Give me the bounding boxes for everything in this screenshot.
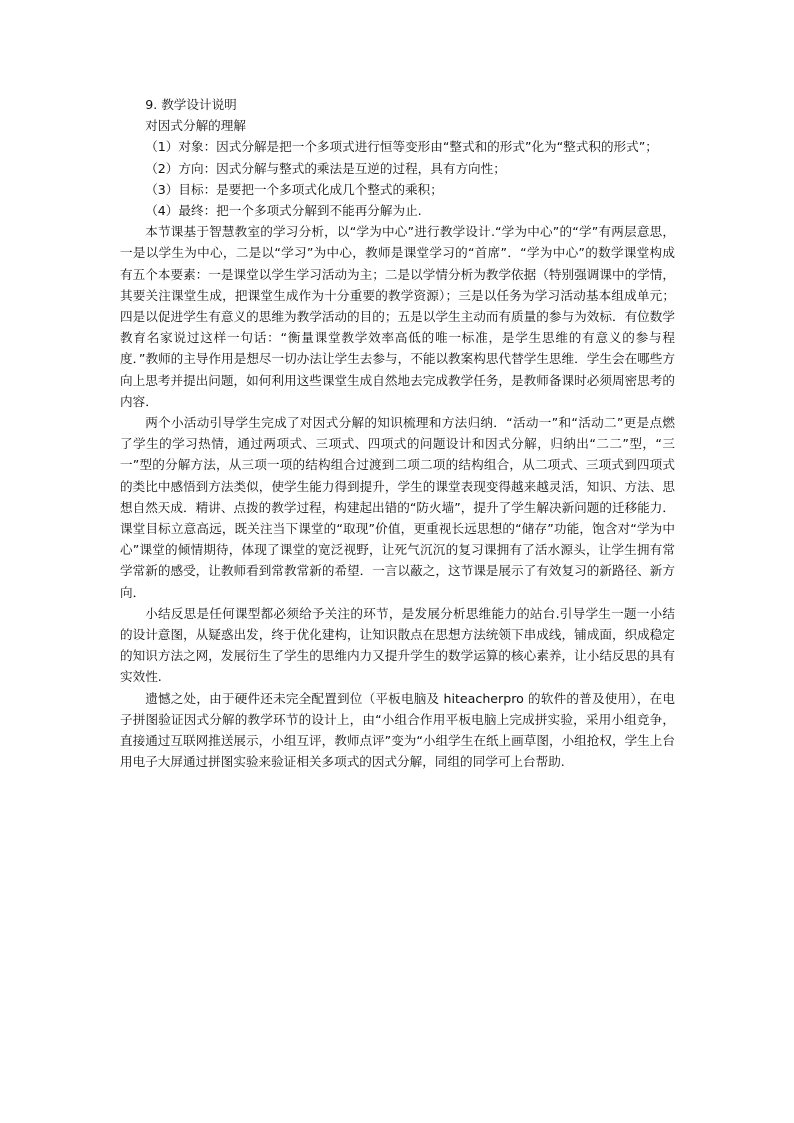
list-item-1: （1）对象：因式分解是把一个多项式进行恒等变形由“整式和的形式”化为“整式积的形式”；: [145, 139, 658, 155]
subheading: 对因式分解的理解: [145, 118, 246, 134]
paragraph-activities: 两个小活动引导学生完成了对因式分解的知识梳理和方法归纳．“活动一”和“活动二”更是点燃了学生的学习热情，通过两项式、三项式、四项式的问题设计和因式分解，归纳出“二二”型，“三一”型的分解方法，从三项一项的结构组合过渡到二项二项的结构组合，从二项式、三项式到四项式的类比中感悟到方法类似，使学生能力得到提升，学生的课堂表现变得越来越灵活，知识、方法、思想自然天成．精讲、点拨的教学过程，构建起出错的“防火墙”，提升了学生解决新问题的迁移能力．课堂目标立意高远，既关注当下课堂的“取现”价值，更重视长远思想的“储存”功能，饱含对“学为中心”课堂的倾情期待，体现了课堂的宽泛视野，让死气沉沉的复习课拥有了活水源头，让学生拥有常学常新的感受，让教师看到常教常新的希望．一言以蔽之，这节课是展示了有效复习的新路径、新方向．: [120, 415, 675, 600]
paragraph-regrets: 遗憾之处，由于硬件还未完全配置到位（平板电脑及 hiteacherpro 的软件的普及使用），在电子拼图验证因式分解的教学环节的设计上，由“小组合作用平板电脑上完成拼实验，采用小组竞争，直接通过互联网推送展示，小组互评，教师点评”变为“小组学生在纸上画草图，小组抢权，学生上台用电子大屏通过拼图实验来验证相关多项式的因式分解，同组的同学可上台帮助.: [120, 690, 675, 770]
list-item-3: （3）目标：是要把一个多项式化成几个整式的乘积；: [145, 181, 443, 197]
paragraph-learning-centered: 本节课基于智慧教室的学习分析，以“学为中心”进行教学设计.“学为中心”的“学”有两层意思，一是以学生为中心，二是以“学习”为中心，教师是课堂学习的“首席”．“学为中心”的数学课堂构成有五个本要素：一是课堂以学生学习活动为主；二是以学情分析为教学依据（特别强调课中的学情，其要关注课堂生成，把课堂生成作为十分重要的教学资源）；三是以任务为学习活动基本组成单元；四是以促进学生有意义的思维为教学活动的目的；五是以学生主动而有质量的参与为效标．有位数学教育名家说过这样一句话：“衡量课堂教学效率高低的唯一标准，是学生思维的有意义的参与程度．”教师的主导作用是想尽一切办法让学生去参与，不能以教案构思代替学生思维．学生会在哪些方向上思考并提出问题，如何利用这些课堂生成自然地去完成教学任务，是教师备课时必须周密思考的内容．: [120, 224, 675, 409]
list-item-2: （2）方向：因式分解与整式的乘法是互逆的过程，具有方向性；: [145, 160, 506, 176]
document-body: [120, 94, 675, 773]
section-heading: 9. 教学设计说明: [145, 97, 237, 112]
paragraph-reflection: 小结反思是任何课型都必须给予关注的环节，是发展分析思维能力的站台.引导学生一题一小结的设计意图，从疑惑出发，终于优化建构，让知识散点在思想方法统领下串成线，铺成面，织成稳定的知识方法之网，发展衍生了学生的思维内力又提升学生的数学运算的核心素养，让小结反思的具有实效性.: [120, 605, 675, 685]
list-item-4: （4）最终：把一个多项式分解到不能再分解为止.: [145, 203, 422, 219]
